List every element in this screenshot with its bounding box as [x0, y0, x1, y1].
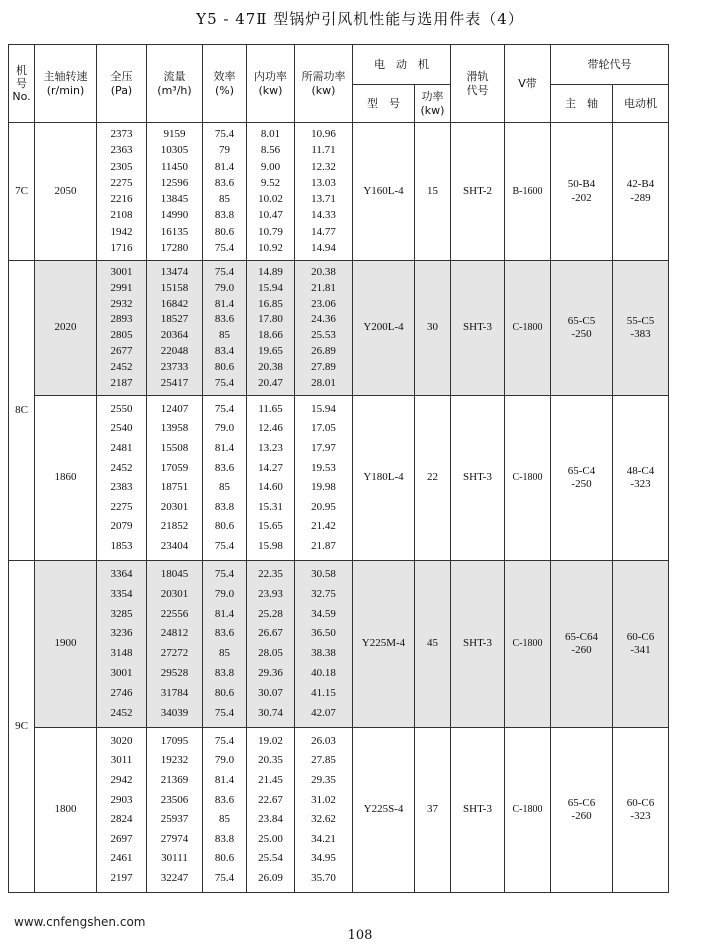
internal-power-cell-value: 18.66 [258, 329, 283, 342]
flow-cell-value: 25417 [160, 376, 189, 389]
flow-cell-value: 18527 [160, 313, 189, 326]
internal-power-cell-value: 14.27 [258, 461, 283, 474]
internal-power-cell [247, 396, 295, 561]
spindle-speed-cell: 1860 [35, 396, 97, 561]
efficiency-cell-value: 85 [219, 647, 230, 660]
pressure-cell-value: 2197 [110, 872, 133, 885]
internal-power-cell-value: 25.28 [258, 607, 283, 620]
vbelt-cell: B-1600 [505, 123, 551, 261]
efficiency-cell [203, 396, 247, 561]
header-efficiency: 效率 (%) [203, 45, 247, 123]
pressure-cell-value: 2363 [110, 144, 133, 157]
required-power-cell-value: 32.75 [311, 587, 336, 600]
pressure-cell-value: 1716 [110, 241, 133, 254]
flow-cell-value: 18045 [160, 567, 189, 580]
internal-power-cell-value: 28.05 [258, 647, 283, 660]
flow-cell-value: 21852 [160, 520, 189, 533]
efficiency-cell-value: 80.6 [214, 225, 235, 238]
table-row [9, 561, 669, 728]
flow-cell-value: 13958 [160, 422, 189, 435]
flow-cell-value: 12407 [160, 402, 189, 415]
header-pulley-spindle: 主 轴 [551, 85, 613, 123]
flow-cell-value: 18751 [160, 481, 189, 494]
header-machine-no: 机 号 No. [9, 45, 35, 123]
pressure-cell-value: 2461 [110, 852, 133, 865]
motor-model-cell: Y225S-4 [353, 728, 415, 893]
slide-rail-cell: SHT-3 [451, 261, 505, 396]
flow-cell-value: 20364 [160, 329, 189, 342]
efficiency-cell-value: 83.6 [214, 627, 235, 640]
required-power-cell-value: 31.02 [311, 793, 336, 806]
efficiency-cell-value: 79 [219, 144, 230, 157]
efficiency-cell-value: 75.4 [214, 567, 235, 580]
required-power-cell-value: 19.98 [311, 481, 336, 494]
slide-rail-cell: SHT-2 [451, 123, 505, 261]
motor-power-cell: 45 [415, 561, 451, 728]
internal-power-cell-value: 13.23 [258, 441, 283, 454]
pulley-motor-cell: 60-C6 -341 [613, 561, 669, 728]
internal-power-cell-value: 29.36 [258, 667, 283, 680]
flow-cell-value: 25937 [160, 813, 189, 826]
machine-no-cell: 7C [9, 123, 35, 261]
efficiency-cell-value: 79.0 [214, 587, 235, 600]
internal-power-cell [247, 123, 295, 261]
pressure-cell-value: 2452 [110, 361, 133, 374]
efficiency-cell [203, 728, 247, 893]
flow-cell-value: 23506 [160, 793, 189, 806]
pressure-cell [97, 561, 147, 728]
pressure-cell-value: 2824 [110, 813, 133, 826]
flow-cell-value: 16842 [160, 297, 189, 310]
efficiency-cell-value: 75.4 [214, 402, 235, 415]
pressure-cell-value: 2079 [110, 520, 133, 533]
pressure-cell-value: 3148 [110, 647, 133, 660]
internal-power-cell [247, 261, 295, 396]
flow-cell [147, 261, 203, 396]
table-row [9, 728, 669, 893]
efficiency-cell-value: 85 [219, 813, 230, 826]
table-row [9, 123, 669, 261]
slide-rail-cell: SHT-3 [451, 396, 505, 561]
pressure-cell-value: 3001 [110, 667, 133, 680]
internal-power-cell-value: 20.38 [258, 361, 283, 374]
motor-model-cell: Y200L-4 [353, 261, 415, 396]
pressure-cell-value: 3001 [110, 265, 133, 278]
internal-power-cell-value: 9.52 [260, 176, 281, 189]
pulley-spindle-cell: 65-C4 -250 [551, 396, 613, 561]
flow-cell [147, 561, 203, 728]
internal-power-cell-value: 10.79 [258, 225, 283, 238]
internal-power-cell-value: 15.65 [258, 520, 283, 533]
required-power-cell-value: 21.42 [311, 520, 336, 533]
efficiency-cell [203, 261, 247, 396]
required-power-cell-value: 27.89 [311, 361, 336, 374]
pulley-motor-cell: 48-C4 -323 [613, 396, 669, 561]
required-power-cell-value: 12.32 [311, 160, 336, 173]
pressure-cell-value: 2903 [110, 793, 133, 806]
efficiency-cell-value: 83.8 [214, 209, 235, 222]
pressure-cell-value: 2697 [110, 832, 133, 845]
header-slide-rail: 滑轨 代号 [451, 45, 505, 123]
flow-cell-value: 19232 [160, 754, 189, 767]
efficiency-cell-value: 85 [219, 481, 230, 494]
footer-url: www.cnfengshen.com [14, 915, 146, 929]
page-number: 108 [347, 928, 373, 943]
internal-power-cell-value: 15.98 [258, 540, 283, 553]
pressure-cell-value: 2452 [110, 706, 133, 719]
internal-power-cell-value: 25.54 [258, 852, 283, 865]
pressure-cell-value: 3354 [110, 587, 133, 600]
internal-power-cell-value: 23.84 [258, 813, 283, 826]
internal-power-cell-value: 22.67 [258, 793, 283, 806]
pressure-cell-value: 3011 [110, 754, 133, 767]
internal-power-cell-value: 26.09 [258, 872, 283, 885]
flow-cell-value: 17280 [160, 241, 189, 254]
flow-cell-value: 15508 [160, 441, 189, 454]
required-power-cell-value: 34.59 [311, 607, 336, 620]
flow-cell [147, 123, 203, 261]
required-power-cell-value: 10.96 [311, 128, 336, 141]
flow-cell-value: 15158 [160, 281, 189, 294]
internal-power-cell-value: 14.60 [258, 481, 283, 494]
efficiency-cell [203, 123, 247, 261]
required-power-cell-value: 20.95 [311, 500, 336, 513]
pressure-cell [97, 261, 147, 396]
internal-power-cell-value: 10.92 [258, 241, 283, 254]
table-row [9, 396, 669, 561]
required-power-cell [295, 261, 353, 396]
motor-power-cell: 30 [415, 261, 451, 396]
efficiency-cell-value: 83.8 [214, 832, 235, 845]
efficiency-cell-value: 75.4 [214, 265, 235, 278]
pressure-cell-value: 2991 [110, 281, 133, 294]
table-row [9, 261, 669, 396]
internal-power-cell-value: 17.80 [258, 313, 283, 326]
pressure-cell-value: 2677 [110, 345, 133, 358]
internal-power-cell-value: 16.85 [258, 297, 283, 310]
pulley-motor-cell: 60-C6 -323 [613, 728, 669, 893]
required-power-cell-value: 14.33 [311, 209, 336, 222]
efficiency-cell-value: 79.0 [214, 754, 235, 767]
efficiency-cell-value: 75.4 [214, 376, 235, 389]
efficiency-cell [203, 561, 247, 728]
vbelt-cell: C-1800 [505, 396, 551, 561]
required-power-cell [295, 561, 353, 728]
flow-cell-value: 17095 [160, 734, 189, 747]
efficiency-cell-value: 80.6 [214, 687, 235, 700]
required-power-cell-value: 19.53 [311, 461, 336, 474]
motor-power-cell: 37 [415, 728, 451, 893]
internal-power-cell-value: 30.74 [258, 706, 283, 719]
spindle-speed-cell: 2020 [35, 261, 97, 396]
required-power-cell-value: 17.97 [311, 441, 336, 454]
required-power-cell-value: 36.50 [311, 627, 336, 640]
table-body [9, 123, 669, 893]
flow-cell-value: 34039 [160, 706, 189, 719]
required-power-cell-value: 27.85 [311, 754, 336, 767]
internal-power-cell-value: 10.02 [258, 193, 283, 206]
efficiency-cell-value: 75.4 [214, 241, 235, 254]
header-pulley: 带轮代号 [551, 45, 669, 85]
required-power-cell-value: 28.01 [311, 376, 336, 389]
flow-cell-value: 31784 [160, 687, 189, 700]
pressure-cell-value: 2108 [110, 209, 133, 222]
internal-power-cell [247, 561, 295, 728]
flow-cell [147, 728, 203, 893]
slide-rail-cell: SHT-3 [451, 728, 505, 893]
efficiency-cell-value: 83.6 [214, 461, 235, 474]
efficiency-cell-value: 75.4 [214, 128, 235, 141]
header-pulley-motor: 电动机 [613, 85, 669, 123]
pressure-cell-value: 2805 [110, 329, 133, 342]
flow-cell-value: 23404 [160, 540, 189, 553]
flow-cell-value: 14990 [160, 209, 189, 222]
efficiency-cell-value: 83.8 [214, 500, 235, 513]
required-power-cell-value: 13.03 [311, 176, 336, 189]
flow-cell-value: 13845 [160, 193, 189, 206]
header-vbelt: V带 [505, 45, 551, 123]
efficiency-cell-value: 83.8 [214, 667, 235, 680]
internal-power-cell-value: 30.07 [258, 687, 283, 700]
internal-power-cell-value: 22.35 [258, 567, 283, 580]
pressure-cell-value: 2383 [110, 481, 133, 494]
pulley-spindle-cell: 50-B4 -202 [551, 123, 613, 261]
required-power-cell-value: 38.38 [311, 647, 336, 660]
pressure-cell-value: 2216 [110, 193, 133, 206]
required-power-cell-value: 21.81 [311, 281, 336, 294]
required-power-cell-value: 40.18 [311, 667, 336, 680]
required-power-cell [295, 396, 353, 561]
pulley-motor-cell: 55-C5 -383 [613, 261, 669, 396]
internal-power-cell-value: 20.47 [258, 376, 283, 389]
required-power-cell-value: 14.77 [311, 225, 336, 238]
required-power-cell-value: 15.94 [311, 402, 336, 415]
required-power-cell-value: 30.58 [311, 567, 336, 580]
performance-table [8, 44, 669, 893]
pressure-cell-value: 3020 [110, 734, 133, 747]
flow-cell-value: 24812 [160, 627, 189, 640]
internal-power-cell-value: 25.00 [258, 832, 283, 845]
flow-cell-value: 9159 [163, 128, 186, 141]
required-power-cell-value: 26.89 [311, 345, 336, 358]
internal-power-cell-value: 12.46 [258, 422, 283, 435]
efficiency-cell-value: 81.4 [214, 607, 235, 620]
header-internal-power: 内功率 (kw) [247, 45, 295, 123]
required-power-cell-value: 23.06 [311, 297, 336, 310]
internal-power-cell-value: 20.35 [258, 754, 283, 767]
required-power-cell-value: 32.62 [311, 813, 336, 826]
efficiency-cell-value: 85 [219, 193, 230, 206]
pressure-cell-value: 1853 [110, 540, 133, 553]
flow-cell-value: 30111 [161, 852, 188, 865]
required-power-cell-value: 20.38 [311, 265, 336, 278]
slide-rail-cell: SHT-3 [451, 561, 505, 728]
efficiency-cell-value: 75.4 [214, 706, 235, 719]
pressure-cell-value: 2187 [110, 376, 133, 389]
efficiency-cell-value: 83.6 [214, 313, 235, 326]
flow-cell-value: 12596 [160, 176, 189, 189]
internal-power-cell-value: 15.94 [258, 281, 283, 294]
efficiency-cell-value: 80.6 [214, 852, 235, 865]
required-power-cell-value: 25.53 [311, 329, 336, 342]
pressure-cell-value: 2373 [110, 128, 133, 141]
pressure-cell-value: 2275 [110, 176, 133, 189]
flow-cell-value: 17059 [160, 461, 189, 474]
machine-no-cell: 9C [9, 561, 35, 893]
pressure-cell-value: 2305 [110, 160, 133, 173]
flow-cell [147, 396, 203, 561]
efficiency-cell-value: 81.4 [214, 160, 235, 173]
required-power-cell-value: 24.36 [311, 313, 336, 326]
pressure-cell-value: 2932 [110, 297, 133, 310]
flow-cell-value: 29528 [160, 667, 189, 680]
header-motor: 电 动 机 [353, 45, 451, 85]
internal-power-cell-value: 23.93 [258, 587, 283, 600]
vbelt-cell: C-1800 [505, 561, 551, 728]
flow-cell-value: 32247 [160, 872, 189, 885]
efficiency-cell-value: 83.6 [214, 176, 235, 189]
flow-cell-value: 27272 [160, 647, 189, 660]
pressure-cell-value: 3236 [110, 627, 133, 640]
required-power-cell-value: 17.05 [311, 422, 336, 435]
pressure-cell-value: 2942 [110, 773, 133, 786]
pulley-spindle-cell: 65-C64 -260 [551, 561, 613, 728]
pulley-spindle-cell: 65-C6 -260 [551, 728, 613, 893]
efficiency-cell-value: 80.6 [214, 520, 235, 533]
header-required-power: 所需功率 (kw) [295, 45, 353, 123]
spindle-speed-cell: 2050 [35, 123, 97, 261]
required-power-cell-value: 34.21 [311, 832, 336, 845]
required-power-cell [295, 728, 353, 893]
efficiency-cell-value: 79.0 [214, 281, 235, 294]
pulley-spindle-cell: 65-C5 -250 [551, 261, 613, 396]
internal-power-cell-value: 26.67 [258, 627, 283, 640]
efficiency-cell-value: 83.6 [214, 793, 235, 806]
internal-power-cell-value: 8.56 [260, 144, 281, 157]
efficiency-cell-value: 79.0 [214, 422, 235, 435]
efficiency-cell-value: 81.4 [214, 773, 235, 786]
flow-cell-value: 20301 [160, 500, 189, 513]
flow-cell-value: 10305 [160, 144, 189, 157]
flow-cell-value: 20301 [160, 587, 189, 600]
efficiency-cell-value: 75.4 [214, 540, 235, 553]
pressure-cell [97, 728, 147, 893]
internal-power-cell-value: 21.45 [258, 773, 283, 786]
efficiency-cell-value: 81.4 [214, 441, 235, 454]
vbelt-cell: C-1800 [505, 261, 551, 396]
internal-power-cell-value: 19.02 [258, 734, 283, 747]
internal-power-cell-value: 15.31 [258, 500, 283, 513]
pressure-cell-value: 2481 [110, 441, 133, 454]
internal-power-cell-value: 8.01 [260, 128, 281, 141]
internal-power-cell-value: 14.89 [258, 265, 283, 278]
vbelt-cell: C-1800 [505, 728, 551, 893]
required-power-cell [295, 123, 353, 261]
pressure-cell [97, 396, 147, 561]
pressure-cell-value: 3285 [110, 607, 133, 620]
pressure-cell-value: 2540 [110, 422, 133, 435]
flow-cell-value: 22048 [160, 345, 189, 358]
flow-cell-value: 16135 [160, 225, 189, 238]
required-power-cell-value: 13.71 [311, 193, 336, 206]
header-spindle-speed: 主轴转速 (r/min) [35, 45, 97, 123]
page-title: Y5 - 47Ⅱ 型锅炉引风机性能与选用件表（4） [196, 10, 524, 28]
motor-model-cell: Y180L-4 [353, 396, 415, 561]
internal-power-cell-value: 10.47 [258, 209, 283, 222]
efficiency-cell-value: 75.4 [214, 734, 235, 747]
pressure-cell-value: 2275 [110, 500, 133, 513]
flow-cell-value: 23733 [160, 361, 189, 374]
pressure-cell-value: 2746 [110, 687, 133, 700]
required-power-cell-value: 11.71 [311, 144, 336, 157]
pressure-cell-value: 2550 [110, 402, 133, 415]
flow-cell-value: 21369 [160, 773, 189, 786]
header-motor-model: 型 号 [353, 85, 415, 123]
flow-cell-value: 11450 [160, 160, 189, 173]
required-power-cell-value: 14.94 [311, 241, 336, 254]
required-power-cell-value: 42.07 [311, 706, 336, 719]
required-power-cell-value: 29.35 [311, 773, 336, 786]
internal-power-cell-value: 9.00 [260, 160, 281, 173]
flow-cell-value: 22556 [160, 607, 189, 620]
efficiency-cell-value: 83.4 [214, 345, 235, 358]
pressure-cell [97, 123, 147, 261]
internal-power-cell-value: 19.65 [258, 345, 283, 358]
required-power-cell-value: 21.87 [311, 540, 336, 553]
flow-cell-value: 27974 [160, 832, 189, 845]
pulley-motor-cell: 42-B4 -289 [613, 123, 669, 261]
required-power-cell-value: 34.95 [311, 852, 336, 865]
spindle-speed-cell: 1900 [35, 561, 97, 728]
motor-model-cell: Y160L-4 [353, 123, 415, 261]
efficiency-cell-value: 81.4 [214, 297, 235, 310]
header-flow: 流量 (m³/h) [147, 45, 203, 123]
spindle-speed-cell: 1800 [35, 728, 97, 893]
flow-cell-value: 13474 [160, 265, 189, 278]
pressure-cell-value: 1942 [110, 225, 133, 238]
motor-power-cell: 15 [415, 123, 451, 261]
efficiency-cell-value: 80.6 [214, 361, 235, 374]
internal-power-cell-value: 11.65 [258, 402, 283, 415]
header-motor-power: 功率 (kw) [415, 85, 451, 123]
pressure-cell-value: 2893 [110, 313, 133, 326]
required-power-cell-value: 35.70 [311, 872, 336, 885]
required-power-cell-value: 41.15 [311, 687, 336, 700]
machine-no-cell: 8C [9, 261, 35, 561]
required-power-cell-value: 26.03 [311, 734, 336, 747]
motor-model-cell: Y225M-4 [353, 561, 415, 728]
internal-power-cell [247, 728, 295, 893]
efficiency-cell-value: 75.4 [214, 872, 235, 885]
efficiency-cell-value: 85 [219, 329, 230, 342]
motor-power-cell: 22 [415, 396, 451, 561]
pressure-cell-value: 3364 [110, 567, 133, 580]
pressure-cell-value: 2452 [110, 461, 133, 474]
header-pressure: 全压 (Pa) [97, 45, 147, 123]
